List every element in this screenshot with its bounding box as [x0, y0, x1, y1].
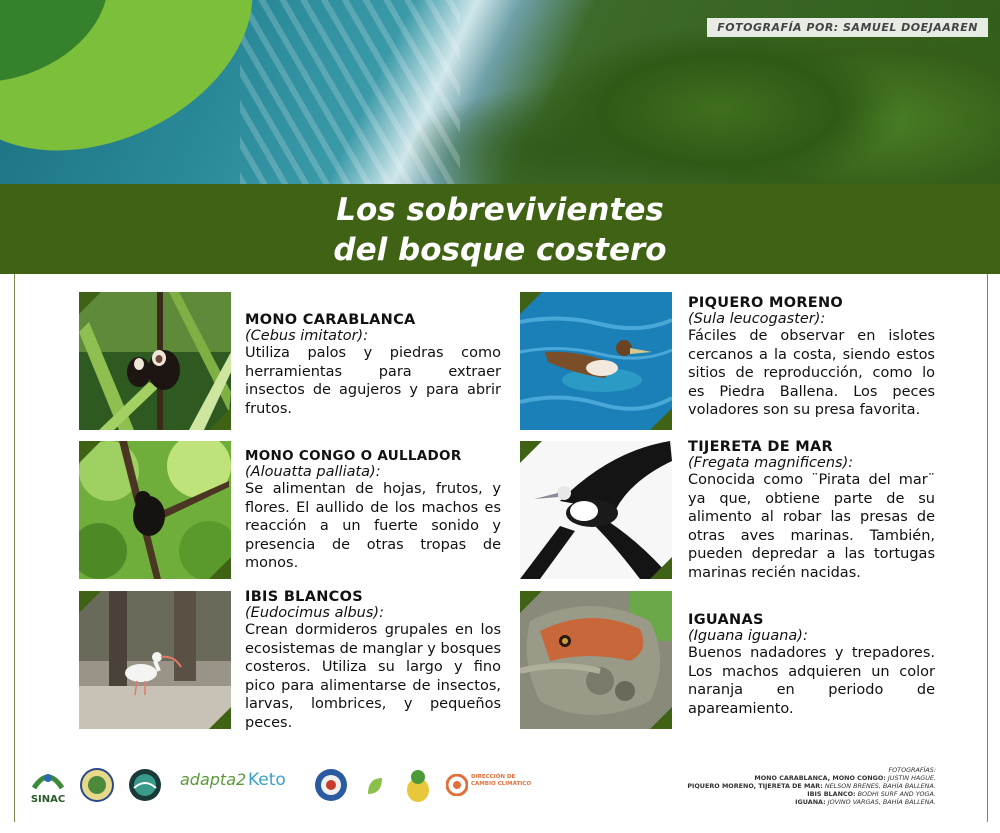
species-card-mono-congo	[245, 448, 501, 573]
species-description: Se alimentan de hojas, frutos, y flores. El aullido de los machos es reacción a un fuerte sonido y presencia de otras tropas de monos.	[245, 481, 501, 571]
credit-line: IBIS BLANCO: BODHI SURF AND YOGA.	[807, 790, 936, 798]
species-name: IBIS BLANCOS	[245, 589, 363, 605]
species-name: MONO CARABLANCA	[245, 312, 416, 328]
photo-mono-carablanca	[79, 292, 231, 430]
species-scientific-name: (Fregata magnificens):	[688, 455, 854, 471]
cambio-climatico-logo	[446, 774, 531, 796]
page-title-line1: Los sobrevivientes	[336, 192, 664, 228]
credit-line: PIQUERO MORENO, TIJERETA DE MAR: NELSON BRENES, BAHÍA BALLENA.	[687, 782, 936, 790]
species-name: IGUANAS	[688, 612, 764, 628]
species-scientific-name: (Iguana iguana):	[688, 628, 808, 644]
species-name: MONO CONGO O AULLADOR	[245, 448, 462, 464]
mascot-logo	[404, 768, 432, 808]
keto-logo: Keto	[248, 770, 286, 790]
species-card-piquero-moreno	[688, 295, 935, 420]
species-scientific-name: (Cebus imitator):	[245, 328, 369, 344]
page-title-line2: del bosque costero	[333, 232, 667, 268]
seal-logo-1	[80, 768, 114, 806]
species-description: Conocida como ¨Pirata del mar¨ ya que, obtiene parte de su alimento al robar las presas de otras aves marinas. También, pueden depredar a las tortugas marinas recién nacidas.	[688, 472, 935, 581]
partner-logos	[30, 762, 550, 812]
species-description: Utiliza palos y piedras como herramientas para extraer insectos de agujeros y para abrir frutos.	[245, 345, 501, 417]
species-scientific-name: (Sula leucogaster):	[688, 311, 826, 327]
photo-credit: FOTOGRAFÍA POR: SAMUEL DOEJAAREN	[707, 18, 988, 37]
species-scientific-name: (Eudocimus albus):	[245, 605, 384, 621]
photo-ibis-blanco	[79, 591, 231, 729]
credit-line: MONO CARABLANCA, MONO CONGO: JUSTIN HAGUE.	[754, 774, 936, 782]
ocean-foam	[240, 0, 460, 184]
species-scientific-name: (Alouatta palliata):	[245, 464, 381, 480]
sinac-logo	[30, 766, 66, 806]
species-card-ibis-blancos	[245, 589, 501, 732]
species-card-tijereta-de-mar	[688, 439, 935, 582]
photo-credits	[636, 766, 936, 806]
photo-piquero-moreno	[520, 292, 672, 430]
sinac-logo-text: SINAC	[30, 794, 66, 805]
header-banner-photo	[0, 0, 1000, 184]
species-description: Crean dormideros grupales en los ecosistemas de manglar y bosques costeros. Utiliza su largo y fino pico para alimentarse de insectos, larvas, lombrices, y pequeños peces.	[245, 622, 501, 731]
species-card-iguanas	[688, 612, 935, 718]
credits-title: FOTOGRAFÍAS:	[888, 766, 936, 774]
species-description: Buenos nadadores y trepadores. Los machos adquieren un color naranja en periodo de apareamiento.	[688, 645, 935, 717]
seal-logo-3	[314, 768, 348, 806]
cambio-logo-line2: CAMBIO CLIMÁTICO	[471, 781, 531, 787]
title-bar	[0, 184, 1000, 274]
adapta2-logo: adapta2	[180, 770, 247, 789]
photo-mono-congo	[79, 441, 231, 579]
cambio-logo-line1: DIRECCIÓN DE	[471, 774, 516, 780]
species-name: TIJERETA DE MAR	[688, 439, 833, 455]
photo-tijereta-de-mar	[520, 441, 672, 579]
species-description: Fáciles de observar en islotes cercanos a la costa, siendo estos sitios de reproducción, como lo es Piedra Ballena. Los peces voladores son su presa favorita.	[688, 328, 935, 418]
photo-iguana	[520, 591, 672, 729]
species-name: PIQUERO MORENO	[688, 295, 844, 311]
credit-line: IGUANA: JOVINO VARGAS, BAHÍA BALLENA.	[795, 798, 936, 806]
seal-logo-2	[128, 768, 162, 806]
species-card-mono-carablanca	[245, 312, 501, 418]
leaf-logo	[364, 774, 386, 802]
